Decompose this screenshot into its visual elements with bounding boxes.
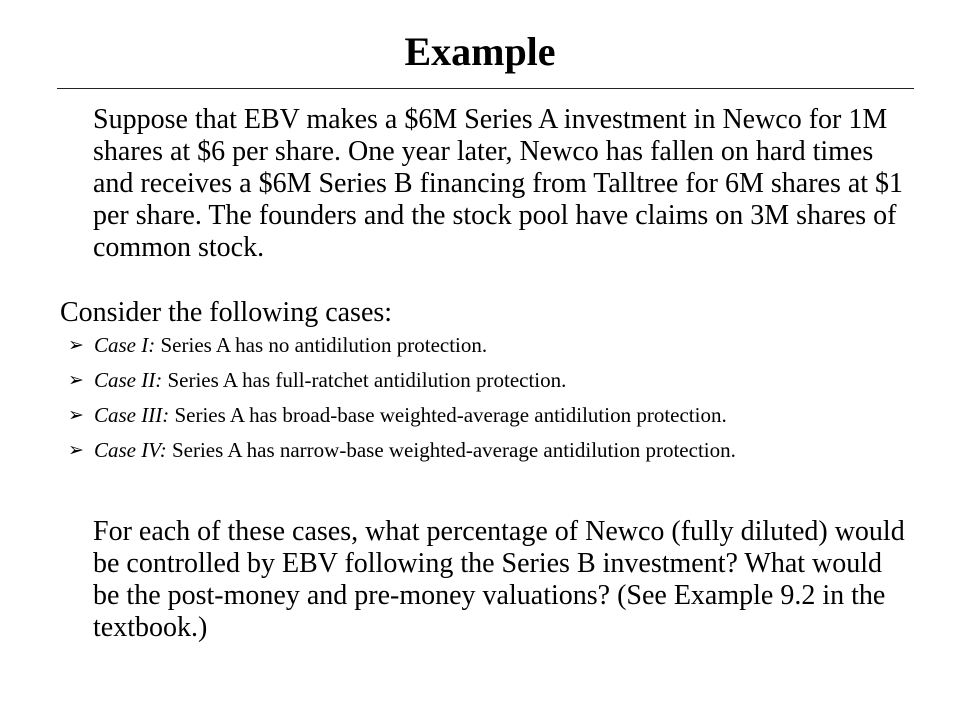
case-item-3 bbox=[68, 404, 908, 427]
case-list bbox=[68, 334, 908, 474]
case-name: Case IV: bbox=[94, 438, 167, 462]
case-text: Series A has narrow-base weighted-average antidilution protection. bbox=[166, 438, 736, 462]
case-text: Series A has broad-base weighted-average antidilution protection. bbox=[169, 403, 727, 427]
arrow-right-icon: ➢ bbox=[68, 440, 84, 461]
intro-paragraph: Suppose that EBV makes a $6M Series A investment in Newco for 1M shares at $6 per share. One year later, Newco has fallen on hard times and receives a $6M Series B financing from Talltree for 6M shares at $1 per share. The founders and the stock pool have claims on 3M shares of common stock. bbox=[93, 104, 904, 263]
arrow-right-icon: ➢ bbox=[68, 335, 84, 356]
case-text: Series A has full-ratchet antidilution protection. bbox=[162, 368, 567, 392]
case-item-4 bbox=[68, 439, 908, 462]
question-paragraph: For each of these cases, what percentage of Newco (fully diluted) would be controlled by EBV following the Series B investment? What would be the post-money and pre-money valuations? (See Example 9.2 in the textbook.) bbox=[93, 516, 905, 643]
title-divider bbox=[57, 88, 914, 89]
case-text: Series A has no antidilution protection. bbox=[155, 333, 488, 357]
case-name: Case I: bbox=[94, 333, 156, 357]
cases-lead-text: Consider the following cases: bbox=[60, 297, 393, 328]
arrow-right-icon: ➢ bbox=[68, 370, 84, 391]
case-item-1 bbox=[68, 334, 908, 357]
case-name: Case III: bbox=[94, 403, 170, 427]
case-item-2 bbox=[68, 369, 908, 392]
case-name: Case II: bbox=[94, 368, 163, 392]
arrow-right-icon: ➢ bbox=[68, 405, 84, 426]
slide-title: Example bbox=[404, 29, 556, 74]
